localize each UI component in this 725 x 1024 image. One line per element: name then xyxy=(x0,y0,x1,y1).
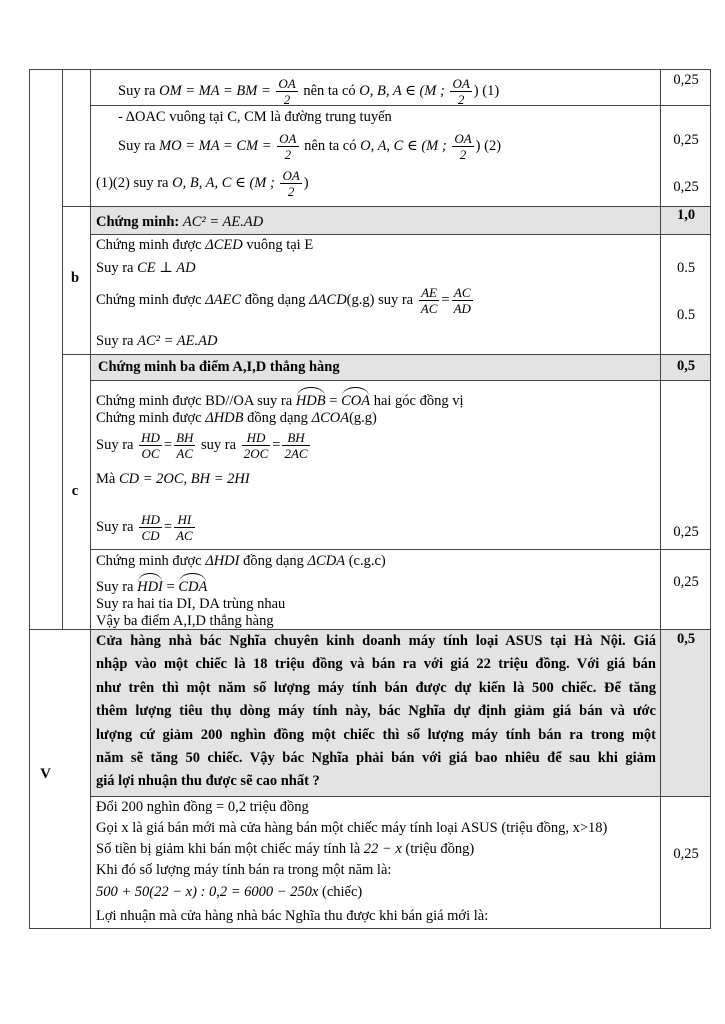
part-c-line6: Chứng minh được ΔHDI đồng dạng ΔCDA (c.g.c) xyxy=(96,553,386,569)
part-c-line1: Chứng minh được BD//OA suy ra HDB = COA hai góc đồng vị xyxy=(96,390,464,410)
question-v-problem xyxy=(96,630,656,794)
part-c-header: Chứng minh ba điểm A,I,D thẳng hàng xyxy=(98,359,340,375)
part-a-points-1: 0,25 xyxy=(673,72,699,88)
part-b-line4: Suy ra AC² = AE.AD xyxy=(96,333,218,349)
problem-line-6: năm sẽ tăng 50 chiếc. Vậy bác Nghĩa phải bán với giá bao nhiêu để sau khi giảm xyxy=(96,750,656,767)
solution-line-3: Số tiền bị giảm khi bán một chiếc máy tính là 22 − x (triệu đồng) xyxy=(96,841,475,857)
part-a-line2: - ΔOAC vuông tại C, CM là đường trung tuyến xyxy=(118,109,392,125)
problem-line-2: nhập vào một chiếc là 18 triệu đồng và bán ra với giá 22 triệu đồng. Với giá bán xyxy=(96,656,656,673)
part-c-points-1: 0,25 xyxy=(673,524,699,540)
solution-line-6: Lợi nhuận mà cửa hàng nhà bác Nghĩa thu được khi bán giá mới là: xyxy=(96,908,489,924)
part-c-points-2: 0,25 xyxy=(673,574,699,590)
problem-line-7: giá lợi nhuận thu được sẽ cao nhất ? xyxy=(96,773,320,790)
part-c-header-points: 0,5 xyxy=(676,358,696,374)
problem-line-3: như trên thì một năm số lượng máy tính bán được dự kiến là 500 chiếc. Để tăng xyxy=(96,679,656,696)
part-b-line3: Chứng minh được ΔAEC đồng dạng ΔACD(g.g) suy ra $\frac{AE}{AC}$ = $\frac{AC}{AD}$ xyxy=(96,285,471,316)
solution-line-4: Khi đó số lượng máy tính bán ra trong một năm là: xyxy=(96,862,392,878)
solution-points: 0,25 xyxy=(673,846,699,862)
question-v-label: V xyxy=(40,766,51,782)
part-b-points-2: 0.5 xyxy=(676,307,696,323)
part-b-points-1: 0.5 xyxy=(676,260,696,276)
part-a-points-2: 0,25 xyxy=(673,132,699,148)
part-a-line1: Suy ra OM = MA = BM = $\frac{OA}{2}$ nên ta có O, B, A ∈ (M ; $\frac{OA}{2}$ ) (1) xyxy=(118,76,500,107)
part-b-header: Chứng minh: AC² = AE.AD xyxy=(96,214,264,230)
part-c-line7: Suy ra HDI = CDA xyxy=(96,576,207,596)
part-c-line8: Suy ra hai tia DI, DA trùng nhau xyxy=(96,596,286,612)
part-b-header-points: 1,0 xyxy=(676,207,696,223)
problem-line-1: Cửa hàng nhà bác Nghĩa chuyên kinh doanh máy tính loại ASUS tại Hà Nội. Giá xyxy=(96,633,656,649)
part-c-line9: Vậy ba điểm A,I,D thẳng hàng xyxy=(96,613,274,629)
solution-line-2: Gọi x là giá bán mới mà cửa hàng bán một chiếc máy tính loại ASUS (triệu đồng, x>18) xyxy=(96,820,608,836)
problem-line-4: thêm lượng tiêu thụ dòng máy tính này, bác Nghĩa dự định giảm giá bán và ước xyxy=(96,703,656,720)
part-a-line4: (1)(2) suy ra O, B, A, C ∈ (M ; $\frac{OA}{2}$ ) xyxy=(96,168,309,199)
problem-line-5: lượng cứ giảm 200 nghìn đồng một chiếc thì số lượng máy tính bán ra trong một xyxy=(96,726,656,743)
solution-line-5: 500 + 50(22 − x) : 0,2 = 6000 − 250x (chiếc) xyxy=(96,884,363,900)
part-c-line2: Chứng minh được ΔHDB đồng dạng ΔCOA(g.g) xyxy=(96,410,377,426)
part-b-label: b xyxy=(70,270,80,286)
part-c-line3: Suy ra $\frac{HD}{OC}$ = $\frac{BH}{AC}$ suy ra $\frac{HD}{2OC}$ = $\frac{BH}{2AC}$ xyxy=(96,430,308,461)
part-b-line2: Suy ra CE ⊥ AD xyxy=(96,260,196,276)
part-a-line3: Suy ra MO = MA = CM = $\frac{OA}{2}$ nên ta có O, A, C ∈ (M ; $\frac{OA}{2}$ ) (2) xyxy=(118,131,502,162)
part-b-line1: Chứng minh được ΔCED vuông tại E xyxy=(96,237,314,253)
part-c-line4: Mà CD = 2OC, BH = 2HI xyxy=(96,471,250,487)
part-c-label: c xyxy=(71,483,79,499)
part-c-line5: Suy ra $\frac{HD}{CD}$ = $\frac{HI}{AC}$ xyxy=(96,512,193,543)
solution-line-1: Đổi 200 nghìn đồng = 0,2 triệu đồng xyxy=(96,799,309,815)
part-a-points-3: 0,25 xyxy=(673,179,699,195)
question-v-problem-points: 0,5 xyxy=(676,631,696,647)
